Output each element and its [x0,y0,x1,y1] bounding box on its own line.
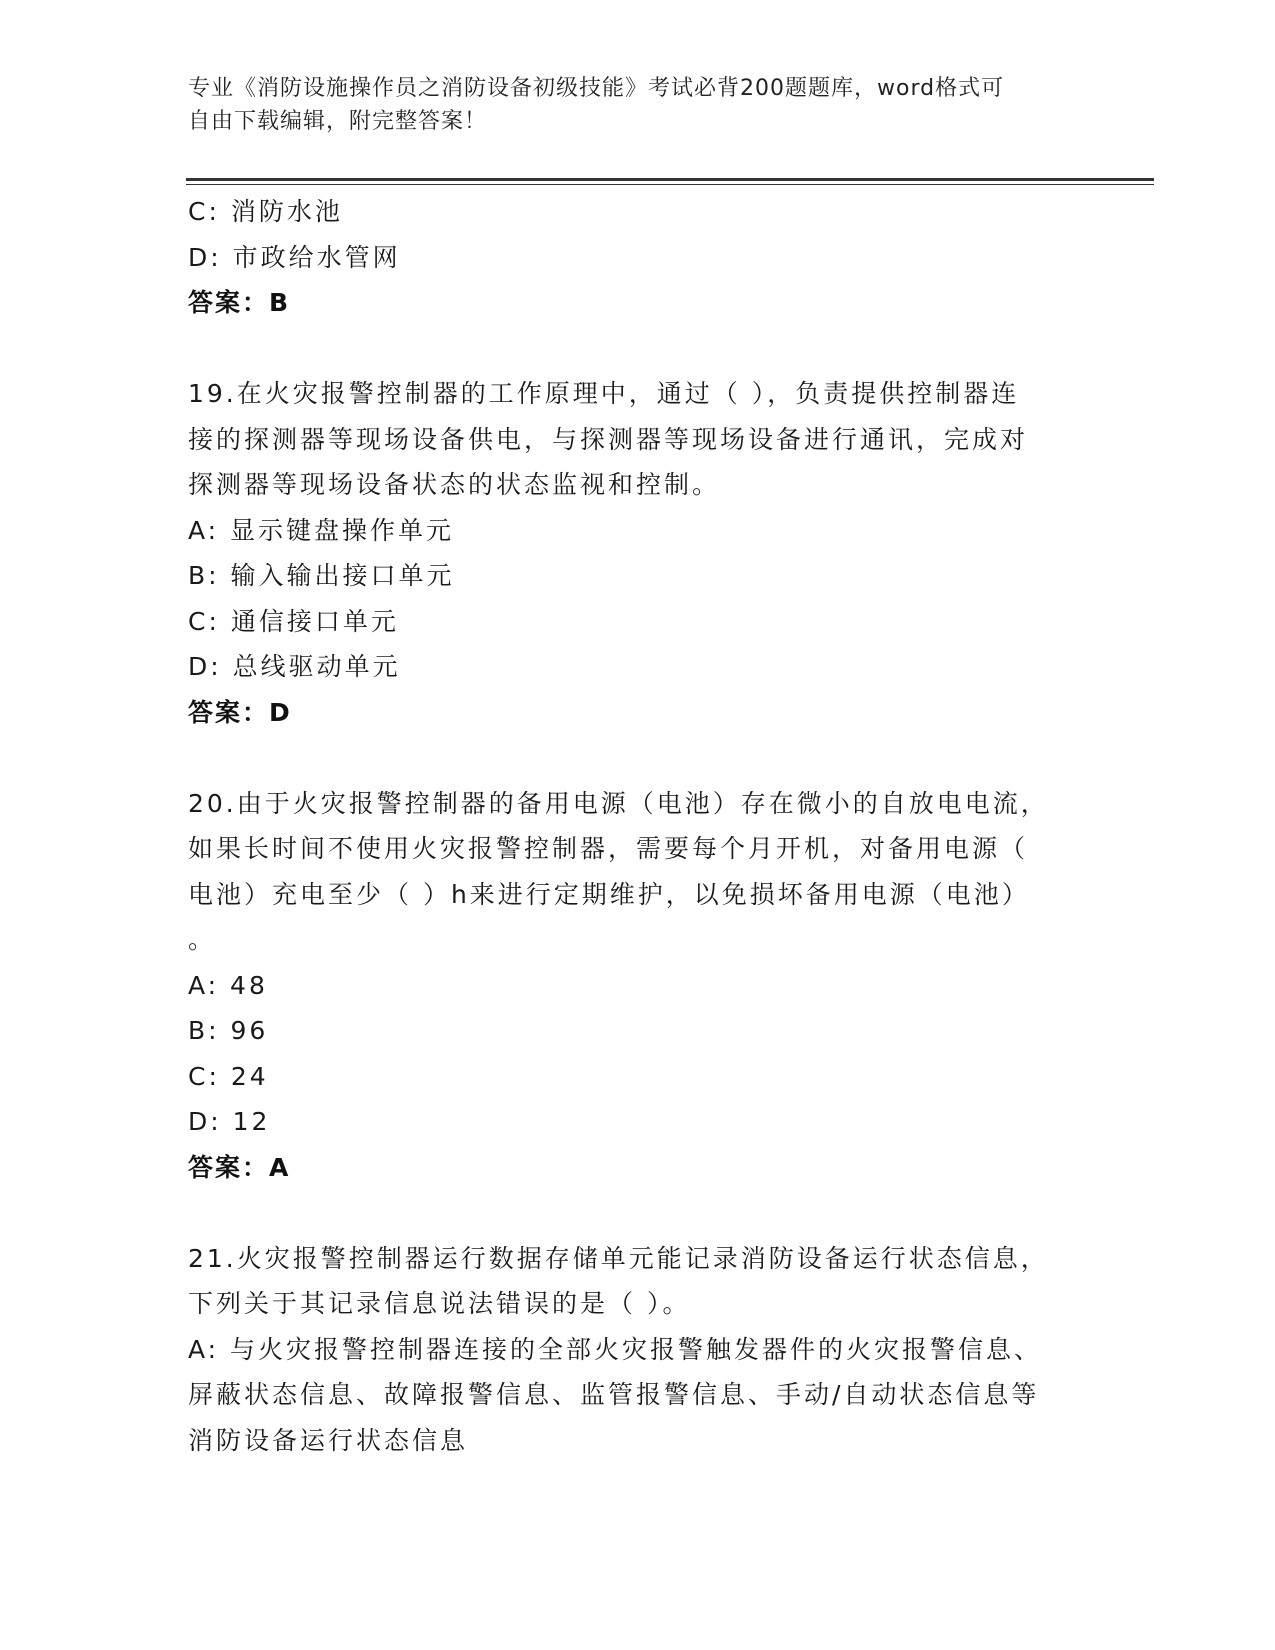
question-stem: 电池）充电至少（ ）h来进行定期维护，以免损坏备用电源（电池） [188,879,1030,909]
question-stem: 接的探测器等现场设备供电，与探测器等现场设备进行通讯，完成对 [188,424,1029,454]
question-stem: 19.在火灾报警控制器的工作原理中，通过（ ），负责提供控制器连 [188,379,1020,408]
option-a: A: 显示键盘操作单元 [188,515,455,545]
question-content [188,189,1088,1463]
answer: 答案：A [188,1152,291,1182]
question-stem: 21.火灾报警控制器运行数据存储单元能记录消防设备运行状态信息， [188,1243,1049,1273]
option-b: B: 输入输出接口单元 [188,561,455,590]
question-21 [188,1236,1088,1464]
question-stem: 如果长时间不使用火灾报警控制器，需要每个月开机，对备用电源（ [188,834,1029,863]
answer: 答案：D [188,697,292,727]
option-d: D: 市政给水管网 [188,242,401,272]
question-20 [188,781,1088,1191]
question-stem: 。 [188,925,217,954]
spacer [188,735,1088,781]
option-c: C: 通信接口单元 [188,606,399,636]
option-b: B: 96 [188,1016,269,1045]
header-line-2: 自由下载编辑，附完整答案！ [188,109,488,134]
page-header [188,72,1068,138]
header-rule-thin [186,184,1154,185]
question-19 [188,371,1088,735]
option-a: A: 48 [188,970,268,1000]
question-stem: 探测器等现场设备状态的状态监视和控制。 [188,470,721,499]
question-18-tail [188,189,1088,326]
spacer [188,326,1088,372]
option-a: A: 与火灾报警控制器连接的全部火灾报警触发器件的火灾报警信息、 [188,1334,1043,1364]
question-stem: 下列关于其记录信息说法错误的是（ ）。 [188,1289,691,1318]
option-c: C: 24 [188,1061,269,1091]
option-a: 消防设备运行状态信息 [188,1425,469,1455]
spacer [188,1190,1088,1236]
option-d: D: 总线驱动单元 [188,652,401,681]
option-c: C: 消防水池 [188,197,343,226]
option-d: D: 12 [188,1107,271,1136]
option-a: 屏蔽状态信息、故障报警信息、监管报警信息、手动/自动状态信息等 [188,1380,1040,1409]
question-stem: 20.由于火灾报警控制器的备用电源（电池）存在微小的自放电电流， [188,788,1049,818]
header-line-1: 专业《消防设施操作员之消防设备初级技能》考试必背200题题库，word格式可 [188,76,1005,101]
header-rule-thick [186,178,1154,181]
answer: 答案：B [188,288,291,317]
